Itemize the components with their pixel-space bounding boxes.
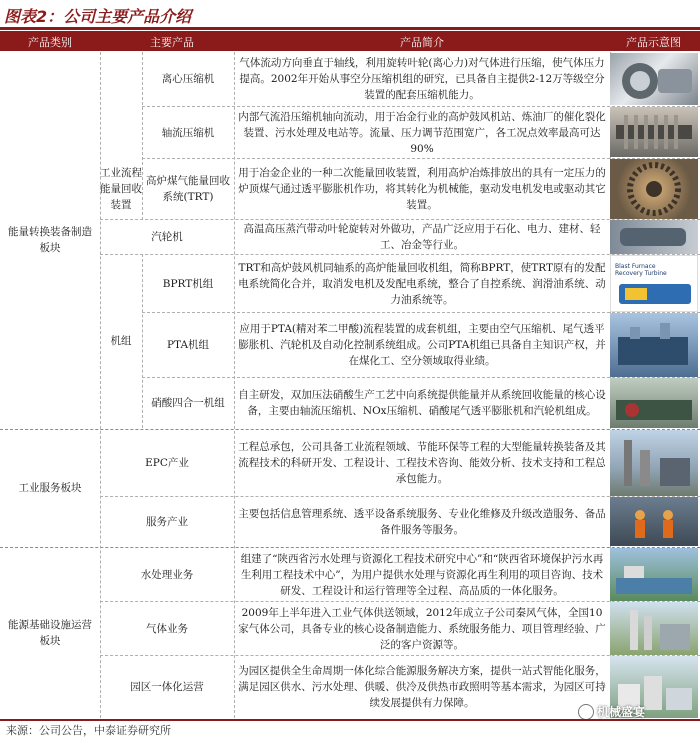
category-energy: 能量转换装备制造板块 (8, 226, 92, 254)
axial-rotor-illustration (610, 107, 698, 157)
svg-text:Blast Furnace: Blast Furnace (615, 263, 656, 270)
product-desc: 用于冶金企业的一种二次能量回收装置，利用高炉冶炼排放出的具有一定压力的炉顶煤气通过透平膨胀机作功，将其转化为机械能，驱动发电机发电或驱动其它装置。 (238, 167, 606, 211)
turbine-wheel-illustration (610, 159, 698, 219)
product-name: 水处理业务 (140, 568, 194, 581)
pta-unit-illustration (610, 313, 698, 377)
title-bar (0, 0, 700, 30)
header-category: 产品类别 (28, 36, 72, 49)
subcategory-recovery: 工业流程能量回收装置 (100, 167, 142, 211)
steam-turbine-image (610, 220, 698, 254)
column-divider (234, 52, 235, 718)
product-desc: 自主研发，双加压法硝酸生产工艺中向系统提供能量并从系统回收能量的核心设备，主要由轴流压缩机、NOx压缩机、硝酸尾气透平膨胀机和汽轮机组成。 (238, 389, 606, 417)
bprt-image (610, 255, 698, 312)
epc-image (610, 430, 698, 496)
gas-business-image (610, 602, 698, 655)
bprt-illustration (611, 256, 698, 312)
workers-illustration (610, 497, 698, 546)
centrifugal-compressor-image (610, 53, 698, 105)
section-divider (0, 547, 700, 548)
product-desc: 2009年上半年进入工业气体供送领域，2012年成立子公司秦风气体，全国10家气体公司，具备专业的核心设备制造能力、系统服务能力、项目管理经验、广泛的客户资源等。 (238, 606, 606, 651)
watermark-text: 机械盛宴 (597, 705, 646, 719)
product-desc: 内部气流沿压缩机轴向流动，用于冶金行业的高炉鼓风机站、炼油厂的催化裂化装置、污水处理及电站等。流量、压力调节范围宽广，各工况点效率最高可达90% (238, 110, 606, 155)
pta-unit-image (610, 313, 698, 377)
product-name: 高炉煤气能量回收系统(TRT) (146, 175, 230, 203)
table-header (0, 31, 700, 51)
column-divider (142, 254, 143, 428)
axial-compressor-image (610, 107, 698, 157)
product-name: BPRT机组 (162, 277, 214, 290)
plant-illustration (610, 430, 698, 496)
product-name: EPC产业 (145, 457, 189, 469)
category-service: 工业服务板块 (18, 482, 82, 494)
subcategory-unit: 机组 (110, 335, 132, 347)
product-name: 硝酸四合一机组 (151, 397, 225, 409)
product-desc: 气体流动方向垂直于轴线，利用旋转叶轮(离心力)对气体进行压缩，使气体压力提高。2002年开始从事空分压缩机组的研究，已具备自主提供2-12万等级空分装置的配套压缩机能力。 (239, 57, 605, 101)
product-name: 服务产业 (146, 515, 188, 528)
product-name: 园区一体化运营 (130, 681, 204, 693)
trt-image (610, 159, 698, 219)
header-product: 主要产品 (150, 36, 194, 49)
product-desc: 应用于PTA(精对苯二甲酸)流程装置的成套机组，主要由空气压缩机、尾气透平膨胀机、汽轮机及自动化控制系统组成。公司PTA机组已具备自主知识产权，并在煤化工、空分领域取得业绩。 (238, 323, 606, 367)
source-note: 来源：公司公告，中泰证券研究所 (6, 724, 171, 737)
product-desc: 为园区提供全生命周期一体化综合能源服务解决方案，提供一站式智能化服务，满足园区供水、污水处理、供暖、供冷及供热市政照明等基本需求，为园区可持续发展提供有力保障。 (238, 665, 606, 709)
product-name: 轴流压缩机 (161, 126, 215, 139)
product-name: PTA机组 (166, 339, 210, 351)
product-desc: 主要包括信息管理系统、透平设备系统服务、专业化维修及升级改造服务、备品备件服务等服务。 (238, 507, 606, 536)
header-intro: 产品简介 (400, 36, 444, 49)
service-image (610, 497, 698, 546)
wechat-icon (578, 704, 594, 720)
nitric-unit-illustration (610, 378, 698, 428)
column-divider (142, 52, 143, 220)
product-name: 汽轮机 (151, 231, 183, 243)
header-illustration: 产品示意图 (626, 36, 681, 49)
water-plant-illustration (610, 548, 698, 601)
product-desc: 组建了“陕西省污水处理与资源化工程技术研究中心”和“陕西省环境保护污水再生利用工程技术中心”，为用户提供水处理与资源化再生利用的项目咨询、技术研发、工程设计和运行管理等全过程、高品质的一体化服务。 (240, 552, 604, 597)
category-infra: 能源基础设施运营板块 (8, 619, 92, 647)
bottom-rule (0, 719, 700, 721)
product-name: 离心压缩机 (161, 73, 215, 85)
compressor-illustration (610, 53, 698, 105)
gas-plant-illustration (610, 602, 698, 655)
column-divider (100, 52, 101, 718)
nitric-acid-unit-image (610, 378, 698, 428)
section-divider (0, 429, 700, 430)
watermark (578, 703, 645, 720)
water-treatment-image (610, 548, 698, 601)
product-name: 气体业务 (146, 622, 188, 635)
svg-text:Recovery Turbine: Recovery Turbine (615, 270, 667, 277)
product-desc: 工程总承包，公司具备工业流程领域、节能环保等工程的大型能量转换装备及其流程技术的科研开发、工程设计、工程技术咨询、能效分析、技术支持和工程总承包能力。 (238, 441, 606, 485)
product-desc: TRT和高炉鼓风机同轴系的高炉能量回收机组，简称BPRT，使TRT原有的发配电系统简化合并，取消发电机及发配电系统，整合了自控系统、润滑油系统、动力油系统等。 (238, 261, 606, 306)
steam-turbine-illustration (610, 220, 698, 254)
figure-title: 图表2：公司主要产品介绍 (4, 7, 192, 26)
product-desc: 高温高压蒸汽带动叶轮旋转对外做功，产品广泛应用于石化、电力、建材、轻工、冶金等行业。 (243, 223, 601, 251)
